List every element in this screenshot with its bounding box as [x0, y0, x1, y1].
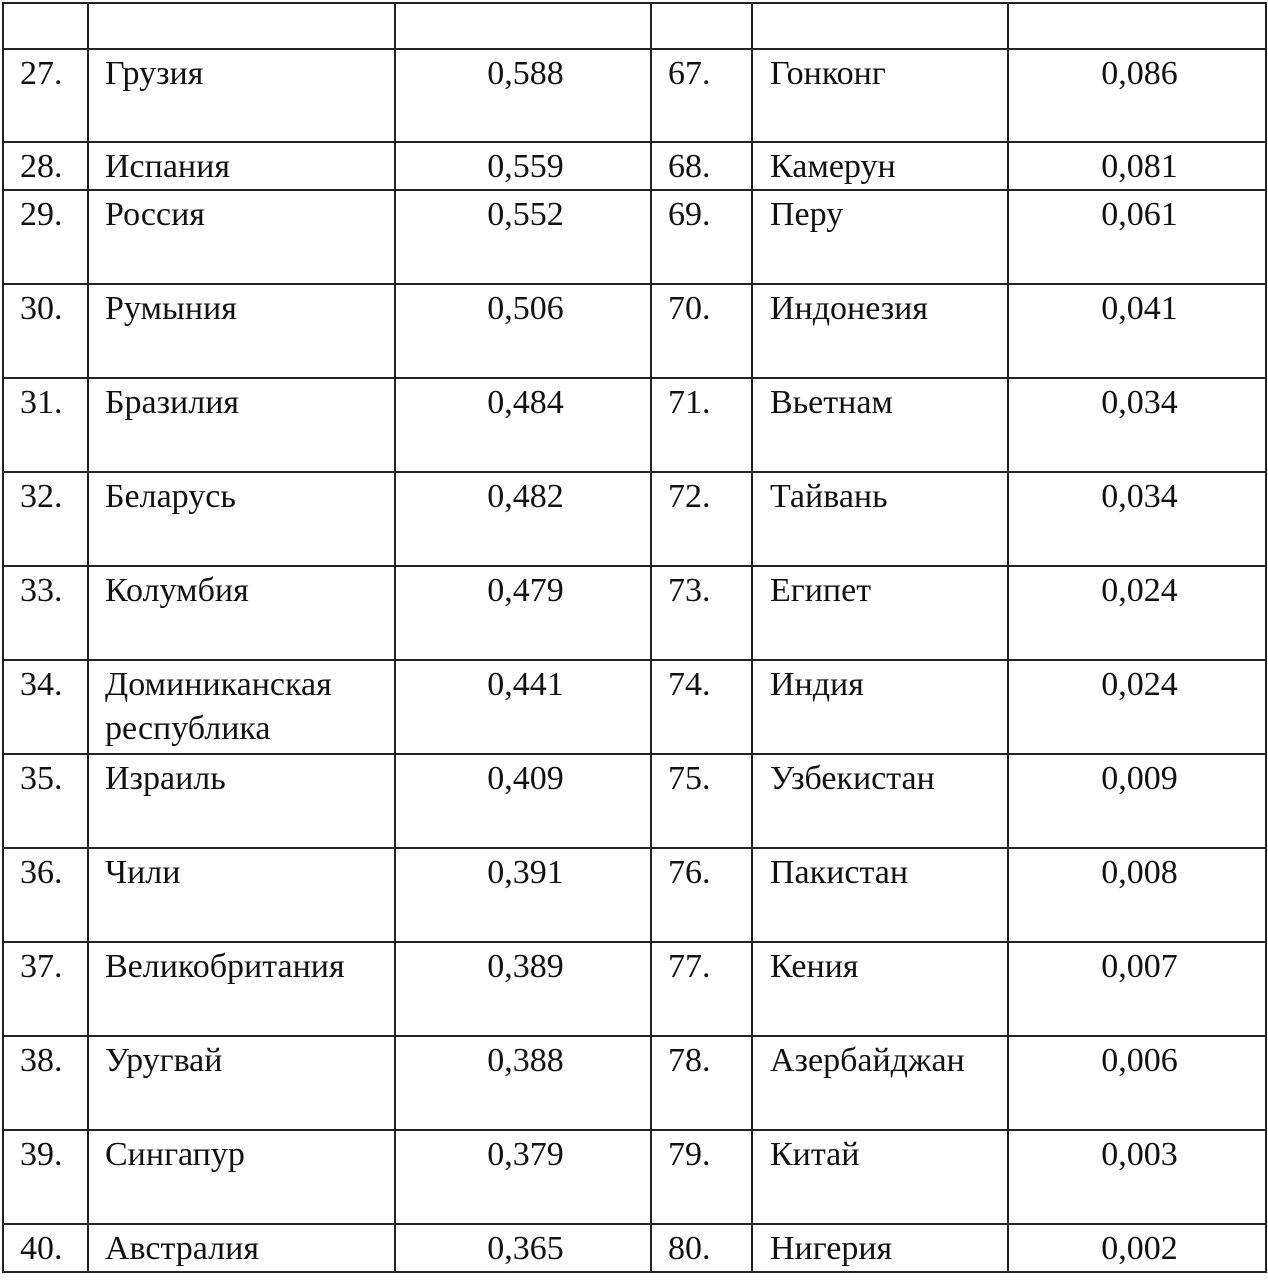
rank-cell: 77. [651, 942, 752, 1036]
table-row [3, 566, 1266, 660]
value-cell: 0,388 [395, 1036, 651, 1130]
value-cell: 0,391 [395, 848, 651, 942]
value-cell: 0,024 [1008, 566, 1266, 660]
table-row [3, 378, 1266, 472]
country-cell: Чили [88, 848, 395, 942]
rank-cell: 32. [3, 472, 88, 566]
country-cell: Испания [88, 142, 395, 190]
rank-cell: 40. [3, 1224, 88, 1272]
country-cell: Гонконг [752, 49, 1008, 142]
rank-cell: 38. [3, 1036, 88, 1130]
rank-cell: 69. [651, 190, 752, 284]
rank-cell: 36. [3, 848, 88, 942]
country-cell: Уругвай [88, 1036, 395, 1130]
country-cell: Австралия [88, 1224, 395, 1272]
country-cell: Индия [752, 660, 1008, 754]
country-cell: Доминиканская республика [88, 660, 395, 754]
header-cell [395, 3, 651, 49]
value-cell: 0,379 [395, 1130, 651, 1224]
table-row [3, 284, 1266, 378]
table-row [3, 1036, 1266, 1130]
table-row [3, 190, 1266, 284]
country-cell: Азербайджан [752, 1036, 1008, 1130]
value-cell: 0,081 [1008, 142, 1266, 190]
value-cell: 0,588 [395, 49, 651, 142]
header-cell [752, 3, 1008, 49]
country-cell: Нигерия [752, 1224, 1008, 1272]
value-cell: 0,007 [1008, 942, 1266, 1036]
country-cell: Грузия [88, 49, 395, 142]
rank-cell: 76. [651, 848, 752, 942]
value-cell: 0,003 [1008, 1130, 1266, 1224]
country-ranking-table [2, 2, 1267, 1273]
country-cell: Китай [752, 1130, 1008, 1224]
value-cell: 0,552 [395, 190, 651, 284]
country-cell: Вьетнам [752, 378, 1008, 472]
rank-cell: 74. [651, 660, 752, 754]
value-cell: 0,034 [1008, 378, 1266, 472]
table-row [3, 1130, 1266, 1224]
rank-cell: 28. [3, 142, 88, 190]
country-cell: Индонезия [752, 284, 1008, 378]
header-row [3, 3, 1266, 49]
value-cell: 0,034 [1008, 472, 1266, 566]
rank-cell: 30. [3, 284, 88, 378]
value-cell: 0,006 [1008, 1036, 1266, 1130]
country-cell: Израиль [88, 754, 395, 848]
value-cell: 0,409 [395, 754, 651, 848]
rank-cell: 78. [651, 1036, 752, 1130]
table-row [3, 49, 1266, 142]
table-row [3, 472, 1266, 566]
table-row [3, 142, 1266, 190]
table-row [3, 942, 1266, 1036]
value-cell: 0,365 [395, 1224, 651, 1272]
rank-cell: 39. [3, 1130, 88, 1224]
country-cell: Египет [752, 566, 1008, 660]
value-cell: 0,009 [1008, 754, 1266, 848]
rank-cell: 73. [651, 566, 752, 660]
header-cell [651, 3, 752, 49]
country-cell: Камерун [752, 142, 1008, 190]
rank-cell: 29. [3, 190, 88, 284]
country-cell: Румыния [88, 284, 395, 378]
country-cell: Россия [88, 190, 395, 284]
table-row [3, 660, 1266, 754]
country-cell: Перу [752, 190, 1008, 284]
rank-cell: 31. [3, 378, 88, 472]
value-cell: 0,506 [395, 284, 651, 378]
table-row [3, 848, 1266, 942]
rank-cell: 37. [3, 942, 88, 1036]
rank-cell: 75. [651, 754, 752, 848]
value-cell: 0,024 [1008, 660, 1266, 754]
value-cell: 0,041 [1008, 284, 1266, 378]
value-cell: 0,441 [395, 660, 651, 754]
rank-cell: 35. [3, 754, 88, 848]
rank-cell: 67. [651, 49, 752, 142]
value-cell: 0,061 [1008, 190, 1266, 284]
value-cell: 0,559 [395, 142, 651, 190]
rank-cell: 27. [3, 49, 88, 142]
table-row [3, 1224, 1266, 1272]
value-cell: 0,389 [395, 942, 651, 1036]
country-cell: Колумбия [88, 566, 395, 660]
table-row [3, 754, 1266, 848]
country-cell: Узбекистан [752, 754, 1008, 848]
country-cell: Пакистан [752, 848, 1008, 942]
rank-cell: 72. [651, 472, 752, 566]
rank-cell: 79. [651, 1130, 752, 1224]
value-cell: 0,008 [1008, 848, 1266, 942]
table-body [3, 3, 1266, 1272]
country-cell: Беларусь [88, 472, 395, 566]
header-cell [1008, 3, 1266, 49]
value-cell: 0,479 [395, 566, 651, 660]
country-cell: Бразилия [88, 378, 395, 472]
rank-cell: 70. [651, 284, 752, 378]
country-cell: Тайвань [752, 472, 1008, 566]
rank-cell: 33. [3, 566, 88, 660]
rank-cell: 34. [3, 660, 88, 754]
country-cell: Сингапур [88, 1130, 395, 1224]
rank-cell: 80. [651, 1224, 752, 1272]
value-cell: 0,484 [395, 378, 651, 472]
country-cell: Великобритания [88, 942, 395, 1036]
header-cell [3, 3, 88, 49]
rank-cell: 71. [651, 378, 752, 472]
value-cell: 0,002 [1008, 1224, 1266, 1272]
header-cell [88, 3, 395, 49]
value-cell: 0,482 [395, 472, 651, 566]
country-cell: Кения [752, 942, 1008, 1036]
value-cell: 0,086 [1008, 49, 1266, 142]
rank-cell: 68. [651, 142, 752, 190]
